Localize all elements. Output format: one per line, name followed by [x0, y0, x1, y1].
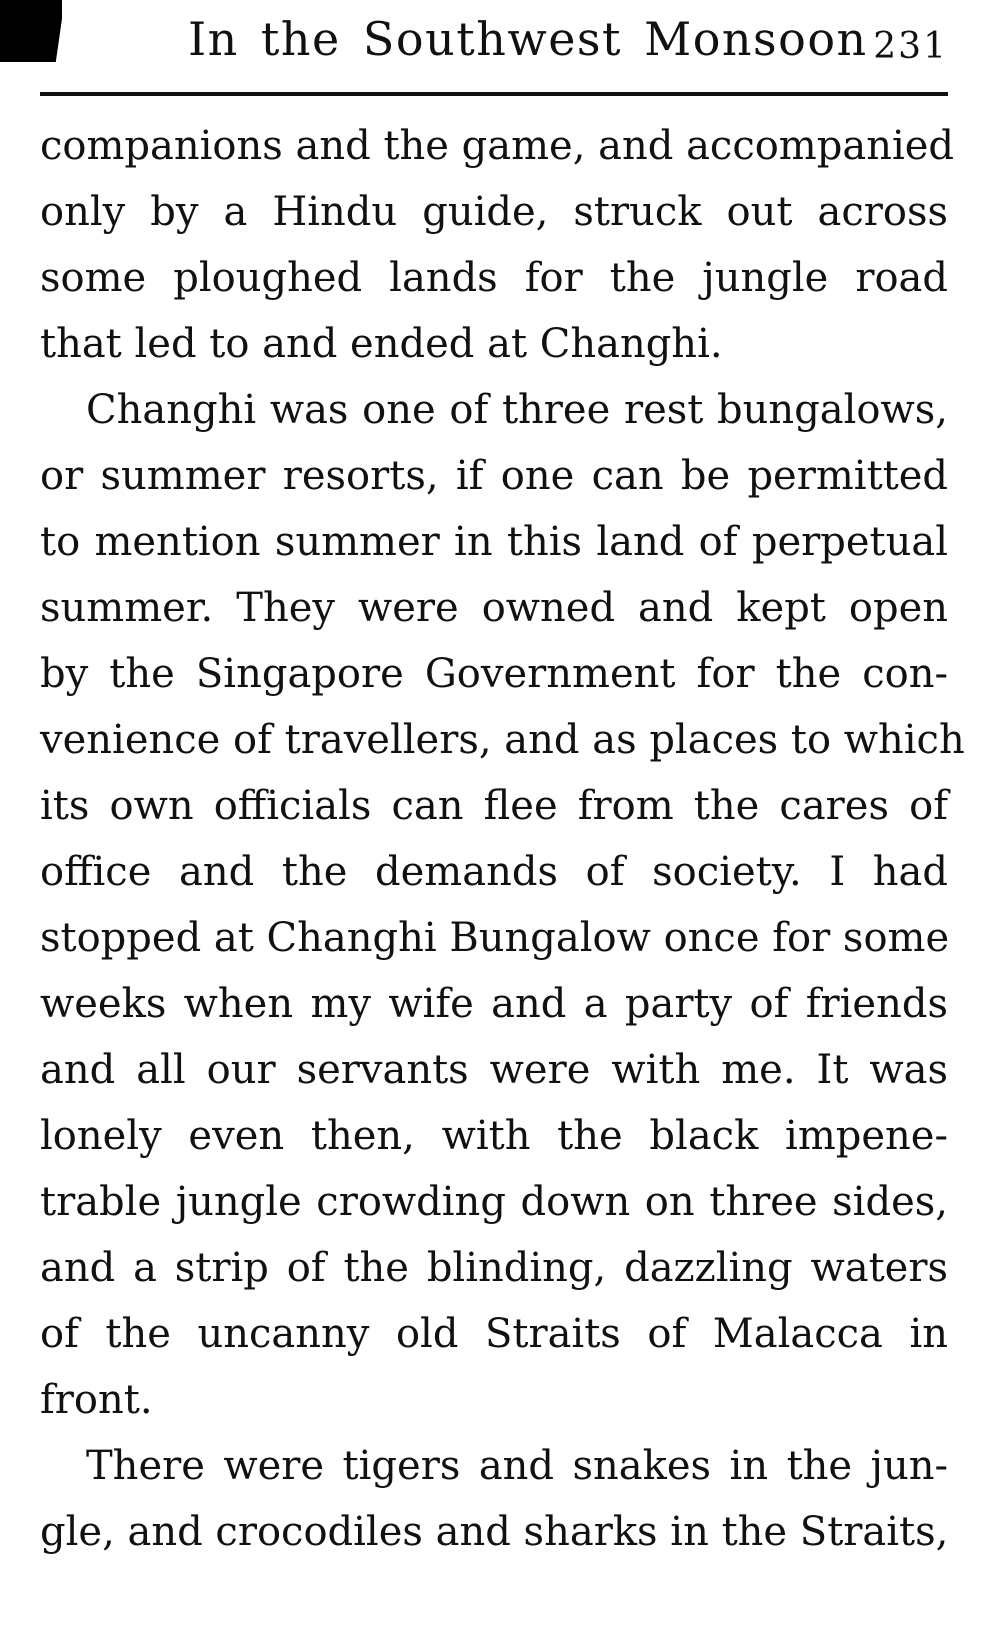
- text-line: gle, and crocodiles and sharks in the Straits,: [40, 1509, 949, 1555]
- text-line: to mention summer in this land of perpetual: [40, 519, 948, 565]
- text-line: venience of travellers, and as places to which: [40, 717, 965, 763]
- text-line: lonely even then, with the black impene-: [40, 1113, 948, 1159]
- running-head: [40, 0, 948, 92]
- text-line: summer. They were owned and kept open: [40, 585, 948, 631]
- text-line: weeks when my wife and a party of friends: [40, 981, 948, 1027]
- text-line: by the Singapore Government for the con-: [40, 651, 948, 697]
- paragraph-first-line: There were tigers and snakes in the jun-: [86, 1443, 948, 1489]
- text-line: some ploughed lands for the jungle road: [40, 255, 948, 301]
- text-line: trable jungle crowding down on three sides,: [40, 1179, 948, 1225]
- header-rule: [40, 92, 948, 96]
- page-number: 231: [873, 26, 948, 67]
- text-line: or summer resorts, if one can be permitted: [40, 453, 948, 499]
- text-line: that led to and ended at Changhi.: [40, 321, 723, 367]
- text-line: front.: [40, 1377, 153, 1423]
- text-line: of the uncanny old Straits of Malacca in: [40, 1311, 948, 1357]
- text-line: and all our servants were with me. It was: [40, 1047, 948, 1093]
- text-line: only by a Hindu guide, struck out across: [40, 189, 948, 235]
- running-title: In the Southwest Monsoon: [188, 12, 868, 66]
- text-line: its own officials can flee from the cares of: [40, 783, 948, 829]
- text-line: office and the demands of society. I had: [40, 849, 948, 895]
- text-line: companions and the game, and accompanied: [40, 123, 955, 169]
- text-line: stopped at Changhi Bungalow once for some: [40, 915, 950, 961]
- paragraph-first-line: Changhi was one of three rest bungalows,: [86, 387, 948, 433]
- text-line: and a strip of the blinding, dazzling waters: [40, 1245, 948, 1291]
- body-text: [40, 113, 965, 1565]
